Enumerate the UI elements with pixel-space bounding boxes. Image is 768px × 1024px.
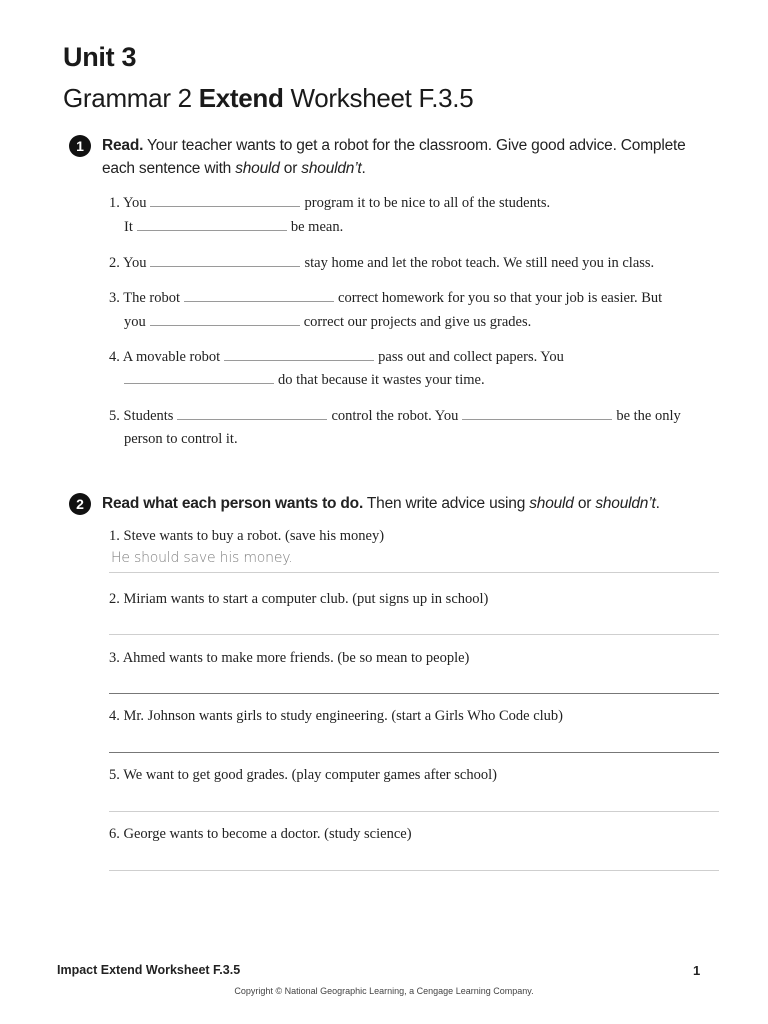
item-4-blank-1[interactable] xyxy=(224,348,374,361)
item-3-text-a: 3. The robot xyxy=(109,290,181,306)
item-5-line-2: person to control it. xyxy=(124,431,238,447)
section-2-instruction xyxy=(102,492,722,515)
answer-line-4[interactable] xyxy=(109,752,719,753)
item-1-line-1 xyxy=(109,194,550,212)
item-5-blank-1[interactable] xyxy=(177,407,327,420)
answer-line-6[interactable] xyxy=(109,870,719,871)
item-1-text-c: It xyxy=(124,219,133,235)
section-2-word-shouldnt: shouldn’t xyxy=(595,495,656,512)
item-2-text-b: stay home and let the robot teach. We still need you in class. xyxy=(304,255,655,271)
copyright-notice: Copyright © National Geographic Learning, a Cengage Learning Company. xyxy=(234,986,534,996)
item-4-text-a: 4. A movable robot xyxy=(109,349,221,365)
page-number: 1 xyxy=(693,963,701,978)
item-4-line-1 xyxy=(109,348,564,366)
section-1-word-should: should xyxy=(235,160,280,177)
prompt-5: 5. We want to get good grades. (play computer games after school) xyxy=(109,767,497,783)
item-1-blank-2[interactable] xyxy=(137,218,287,231)
prompt-4: 4. Mr. Johnson wants girls to study engineering. (start a Girls Who Code club) xyxy=(109,708,564,724)
item-3-text-b: correct homework for you so that your job is easier. But xyxy=(338,290,663,306)
section-1-number-badge: 1 xyxy=(69,135,91,157)
footer-worksheet-name: Impact Extend Worksheet F.3.5 xyxy=(57,963,241,977)
prompt-3: 3. Ahmed wants to make more friends. (be so mean to people) xyxy=(109,650,470,666)
item-1-text-d: be mean. xyxy=(290,219,344,235)
prompt-2: 2. Miriam wants to start a computer club. (put signs up in school) xyxy=(109,591,489,607)
section-2-number-badge: 2 xyxy=(69,493,91,515)
item-4-text-c: do that because it wastes your time. xyxy=(278,372,485,388)
answer-line-2[interactable] xyxy=(109,634,719,635)
sample-answer: He should save his money. xyxy=(111,550,293,566)
item-5-text-a: 5. Students xyxy=(109,408,174,424)
item-4-text-b: pass out and collect papers. You xyxy=(378,349,564,365)
section-1-instruction-bold: Read. xyxy=(102,137,144,154)
answer-line-1[interactable] xyxy=(109,572,719,573)
title-suffix: Worksheet F.3.5 xyxy=(283,83,474,113)
item-2-text-a: 2. You xyxy=(109,255,147,271)
title-bold: Extend xyxy=(198,83,284,113)
item-3-blank-2[interactable] xyxy=(150,313,300,326)
prompt-1: 1. Steve wants to buy a robot. (save his money) xyxy=(109,528,385,544)
unit-title: Unit 3 xyxy=(63,42,137,72)
item-5-text-c: be the only xyxy=(616,408,681,424)
section-1-instruction-text: Your teacher wants to get a robot for the classroom. Give good advice. Complete each sentence with xyxy=(102,137,686,177)
item-3-line-2 xyxy=(124,313,531,331)
prompt-6: 6. George wants to become a doctor. (study science) xyxy=(109,826,412,842)
section-1-instruction-end: . xyxy=(361,160,366,177)
item-5-blank-2[interactable] xyxy=(462,407,612,420)
section-2-instruction-text: Then write advice using xyxy=(363,495,530,512)
item-5-text-b: control the robot. You xyxy=(331,408,459,424)
section-2-instruction-bold: Read what each person wants to do. xyxy=(102,495,364,512)
item-3-text-d: correct our projects and give us grades. xyxy=(303,314,532,330)
item-3-blank-1[interactable] xyxy=(184,289,334,302)
answer-line-5[interactable] xyxy=(109,811,719,812)
worksheet-title xyxy=(63,83,473,114)
item-3-line-1 xyxy=(109,289,662,307)
section-2-instruction-end: . xyxy=(655,495,660,512)
section-1-instruction xyxy=(102,134,722,180)
item-1-text-a: 1. You xyxy=(109,195,147,211)
section-1-word-shouldnt: shouldn’t xyxy=(301,160,362,177)
item-1-blank-1[interactable] xyxy=(150,194,300,207)
section-2-word-or: or xyxy=(573,495,596,512)
section-1-word-or: or xyxy=(279,160,302,177)
item-5-line-1 xyxy=(109,407,681,425)
title-prefix: Grammar 2 xyxy=(63,83,199,113)
item-3-text-c: you xyxy=(124,314,146,330)
item-1-text-b: program it to be nice to all of the students. xyxy=(304,195,551,211)
item-2-line-1 xyxy=(109,254,654,272)
item-4-blank-2[interactable] xyxy=(124,371,274,384)
section-2-word-should: should xyxy=(529,495,574,512)
answer-line-3[interactable] xyxy=(109,693,719,694)
item-1-line-2 xyxy=(124,218,343,236)
item-4-line-2 xyxy=(120,371,485,389)
item-2-blank-1[interactable] xyxy=(150,254,300,267)
